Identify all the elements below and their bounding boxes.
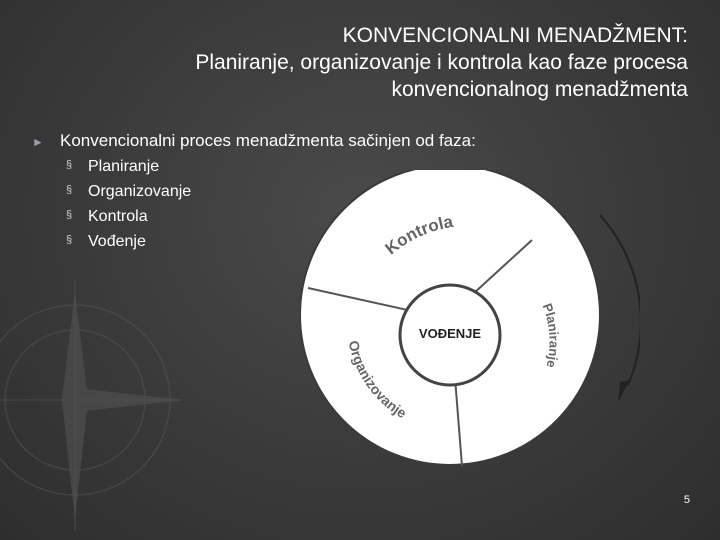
segment-label-planiranje: Planiranje <box>539 301 562 370</box>
square-bullet-icon: § <box>66 184 73 196</box>
title-line-2: Planiranje, organizovanje i kontrola kao faze procesa <box>195 51 688 74</box>
square-bullet-icon: § <box>66 159 73 171</box>
main-bullet-text: Konvencionalni proces menadžmenta sačinjen od faza: <box>60 131 476 150</box>
center-label: VOĐENJE <box>418 326 482 341</box>
square-bullet-icon: § <box>66 209 73 221</box>
slide-title <box>48 22 688 103</box>
title-line-1: KONVENCIONALNI MENADŽMENT: <box>342 24 688 47</box>
compass-watermark-icon <box>0 240 260 540</box>
management-cycle-diagram <box>300 170 640 500</box>
square-bullet-icon: § <box>66 234 73 246</box>
title-line-3: konvencionalnog menadžmenta <box>391 78 688 101</box>
bullet-arrow-icon: ► <box>32 135 44 149</box>
page-number: 5 <box>683 494 690 506</box>
segment-label-kontrola: Kontrola <box>381 211 455 259</box>
segment-label-organizovanje: Organizovanje <box>345 338 410 422</box>
cycle-arrow-icon <box>600 215 640 385</box>
